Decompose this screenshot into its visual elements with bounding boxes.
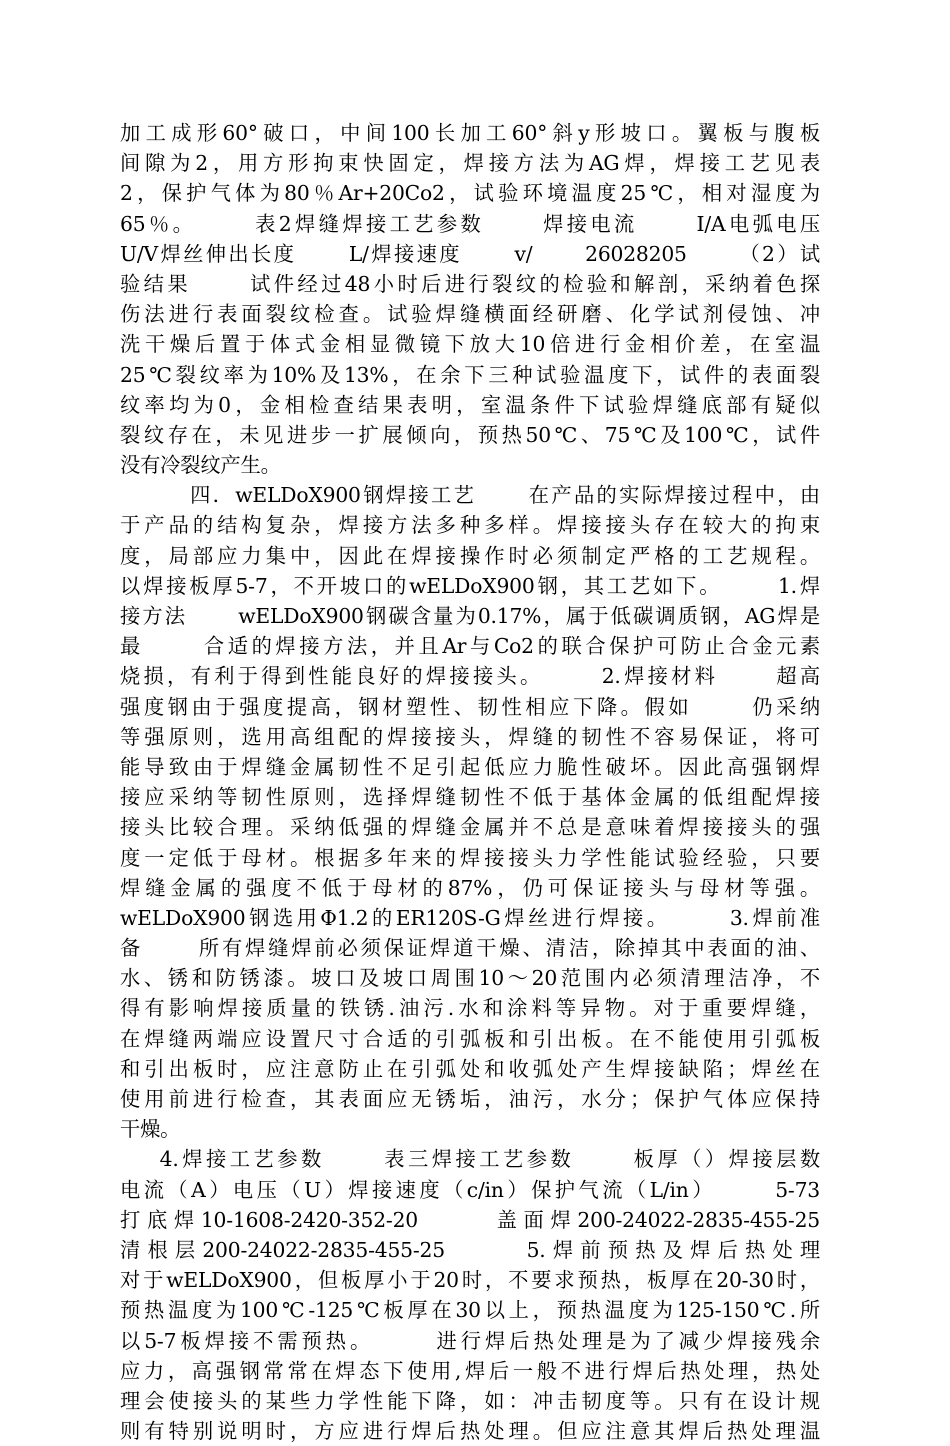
text-line: 电流（A）电压（U）焊接速度（c/in）保护气流（L/in） 5-73 [120,1177,820,1202]
text-line: 接头比较合理。采纳低强的焊缝金属并不总是意味着焊接接头的强 [120,815,820,840]
text-line: 度一定低于母材。根据多年来的焊接接头力学性能试验经验，只要 [120,845,820,870]
text-line: 于产品的结构复杂，焊接方法多种多样。焊接接头存在较大的拘束 [120,513,820,538]
text-line: 4.焊接工艺参数 表三焊接工艺参数 板厚（）焊接层数 [120,1147,820,1172]
text-line: 应力，高强钢常常在焊态下使用,焊后一般不进行焊后热处理，热处 [120,1358,820,1383]
text-line: 使用前进行检查，其表面应无锈垢，油污，水分；保护气体应保持 [120,1087,820,1111]
text-line: 裂纹存在，未见进步一扩展倾向，预热50℃、75℃及100℃，试件 [120,422,820,447]
text-line: 没有冷裂纹产生。 [120,453,281,478]
text-line: 间隙为2，用方形拘束快固定，焊接方法为AG焊，焊接工艺见表 [120,151,820,176]
text-line: 接应采纳等韧性原则，选择焊缝韧性不低于基体金属的低组配焊接 [120,785,820,810]
text-line: 得有影响焊接质量的铁锈.油污.水和涂料等异物。对于重要焊缝， [120,996,820,1021]
text-line: 则有特别说明时，方应进行焊后热处理。但应注意其焊后热处理温 [120,1419,820,1444]
text-line: 水、锈和防锈漆。坡口及坡口周围10～20范围内必须清理洁净，不 [120,966,820,991]
text-line: 焊缝金属的强度不低于母材的87%，仍可保证接头与母材等强。 [120,875,820,900]
text-line: 打底焊10-1608-2420-352-20 盖面焊200-24022-2835-455-25 [120,1207,820,1232]
text-line: 强度钢由于强度提高，钢材塑性、韧性相应下降。假如 仍采纳 [120,694,820,719]
text-line: 以焊接板厚5-7，不开坡口的wELDoX900钢，其工艺如下。 1.焊 [120,573,820,598]
text-line: 加工成形60°破口，中间100长加工60°斜y形坡口。翼板与腹板 [120,121,820,145]
text-line: 纹率均为0，金相检查结果表明，室温条件下试验焊缝底部有疑似 [120,392,820,417]
text-line: 和引出板时，应注意防止在引弧处和收弧处产生焊接缺陷；焊丝在 [120,1056,820,1081]
text-line: 理会使接头的某些力学性能下降，如：冲击韧度等。只有在设计规 [120,1388,820,1413]
text-line: 在焊缝两端应设置尺寸合适的引弧板和引出板。在不能使用引弧板 [120,1026,820,1051]
text-line: 以5-7板焊接不需预热。 进行焊后热处理是为了减少焊接残余 [120,1328,820,1353]
text-line: 2，保护气体为80％Ar+20Co2，试验环境温度25℃，相对湿度为 [120,181,820,206]
text-line: 验结果 试件经过48小时后进行裂纹的检验和解剖，采纳着色探 [120,271,820,296]
text-line: 度，局部应力集中，因此在焊接操作时必须制定严格的工艺规程。 [120,543,820,568]
text-line: 干燥。 [120,1117,181,1142]
text-line: 等强原则，选用高组配的焊接接头，焊缝的韧性不容易保证，将可 [120,724,820,749]
document-body-text [120,118,820,1446]
text-line: wELDoX900钢选用Φ1.2的ER120S-G焊丝进行焊接。 3.焊前准 [120,905,820,930]
text-line: 25℃裂纹率为10%及13%，在余下三种试验温度下，试件的表面裂 [120,362,820,387]
text-line: 最 合适的焊接方法，并且Ar与Co2的联合保护可防止合金元素 [120,634,820,659]
text-line: 伤法进行表面裂纹检查。试验焊缝横面经研磨、化学试剂侵蚀、冲 [120,302,820,327]
text-line: 四．wELDoX900钢焊接工艺 在产品的实际焊接过程中，由 [120,483,820,508]
text-line: 能导致由于焊缝金属韧性不足引起低应力脆性破坏。因此高强钢焊 [120,754,820,779]
text-line: 洗干燥后置于体式金相显微镜下放大10倍进行金相价差，在室温 [120,332,820,357]
text-line: 清根层200-24022-2835-455-25 5.焊前预热及焊后热处理 [120,1237,820,1262]
text-line: 对于wELDoX900，但板厚小于20时，不要求预热，板厚在20-30时， [120,1268,820,1293]
text-line: U/V焊丝伸出长度 L/焊接速度 v/ 26028205 （2）试 [120,241,820,266]
text-line: 接方法 wELDoX900钢碳含量为0.17%，属于低碳调质钢，AG焊是 [120,604,820,628]
text-line: 预热温度为100℃-125℃板厚在30以上，预热温度为125-150℃.所 [120,1298,820,1323]
text-line: 备 所有焊缝焊前必须保证焊道干燥、清洁，除掉其中表面的油、 [120,936,820,961]
text-line: 65％。 表2焊缝焊接工艺参数 焊接电流 I/A电弧电压 [120,211,820,236]
text-line: 烧损，有利于得到性能良好的焊接接头。 2.焊接材料 超高 [120,664,820,689]
